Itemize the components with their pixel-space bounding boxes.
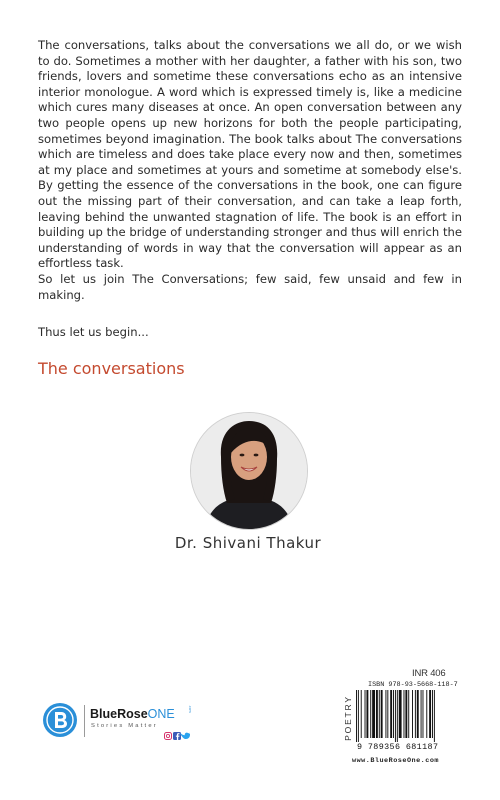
blurb-paragraph: So let us join The Conversations; few said, few unsaid and few in making. (38, 271, 462, 302)
barcode-bar (432, 690, 433, 738)
bluerose-emblem-icon (42, 702, 78, 738)
barcode-bar (390, 690, 392, 738)
barcode-bar (366, 690, 368, 738)
barcode-bar (370, 690, 371, 738)
publisher-tagline: Stories Matter (91, 723, 158, 729)
publisher-logo (42, 702, 202, 742)
author-portrait (190, 412, 308, 530)
barcode-bar (372, 690, 375, 738)
barcode-bar (385, 690, 386, 738)
author-photo-illustration (191, 413, 307, 529)
barcode-bar (412, 690, 413, 738)
barcode-bar (376, 690, 378, 738)
barcode-bar (381, 690, 383, 738)
barcode-bar (356, 690, 357, 742)
barcode-bar (434, 690, 435, 742)
book-blurb (38, 38, 462, 303)
social-icons (164, 732, 190, 740)
barcode-bar (408, 690, 409, 738)
publisher-name-accent: ONE (147, 707, 175, 721)
facebook-icon (173, 732, 181, 740)
publisher-domain-suffix: .com (188, 705, 192, 713)
barcode-bar (415, 690, 416, 738)
publisher-divider (84, 705, 85, 737)
barcode-digits: 9 789356 681187 (357, 742, 439, 752)
isbn-label: ISBN 978-93-5668-118-7 (368, 681, 458, 689)
blurb-paragraph: The conversations, talks about the conversations we all do, or we wish to do. Sometimes a mother with her daughter, a father with his son, two friends, lovers and sometime these conversations echo as an intensive interior monologue. A word which is expressed timely is, like a medicine which cures many diseases at once. An open conversation between any two people opens up new horizons for both the people participating, sometimes beyond imagination. The book talks about The conversations which are timeless and does take place every now and then, sometimes at my place and sometimes at yours and sometime at somebody else's. By getting the essence of the conversations in the book, one can figure out the missing part of their conversation, and can take a leap forth, leaving behind the unwanted stagnation of life. The book is an effort in building up the bridge of understanding stronger and thus will enrich the understanding of words in way that the conversation will appear as an effortless task. (38, 38, 462, 271)
price-label: INR 406 (412, 668, 446, 679)
barcode-bar (421, 690, 422, 738)
barcode-bar (393, 690, 394, 738)
barcode-bar (361, 690, 362, 738)
publisher-website: www.BlueRoseOne.com (352, 757, 439, 765)
closing-line: Thus let us begin... (38, 325, 149, 339)
barcode-bar (379, 690, 380, 738)
isbn-barcode (355, 690, 447, 742)
barcode-bar (397, 690, 398, 742)
author-name: Dr. Shivani Thakur (174, 534, 322, 552)
barcode-bar (358, 690, 359, 742)
barcode-bar (399, 690, 402, 738)
instagram-icon (165, 733, 172, 740)
barcode-bar (404, 690, 405, 738)
series-title: The conversations (38, 359, 185, 378)
twitter-icon (180, 733, 190, 739)
publisher-name (90, 707, 175, 721)
barcode-bar (405, 690, 407, 738)
genre-label: POETRY (343, 695, 353, 741)
barcode-bar (417, 690, 419, 738)
barcode-bar (429, 690, 431, 738)
barcode-bar (395, 690, 396, 742)
barcode-bar (365, 690, 366, 738)
publisher-name-main: BlueRose (90, 707, 148, 721)
barcode-bar (387, 690, 388, 738)
barcode-bar (423, 690, 424, 738)
barcode-bar (426, 690, 427, 738)
